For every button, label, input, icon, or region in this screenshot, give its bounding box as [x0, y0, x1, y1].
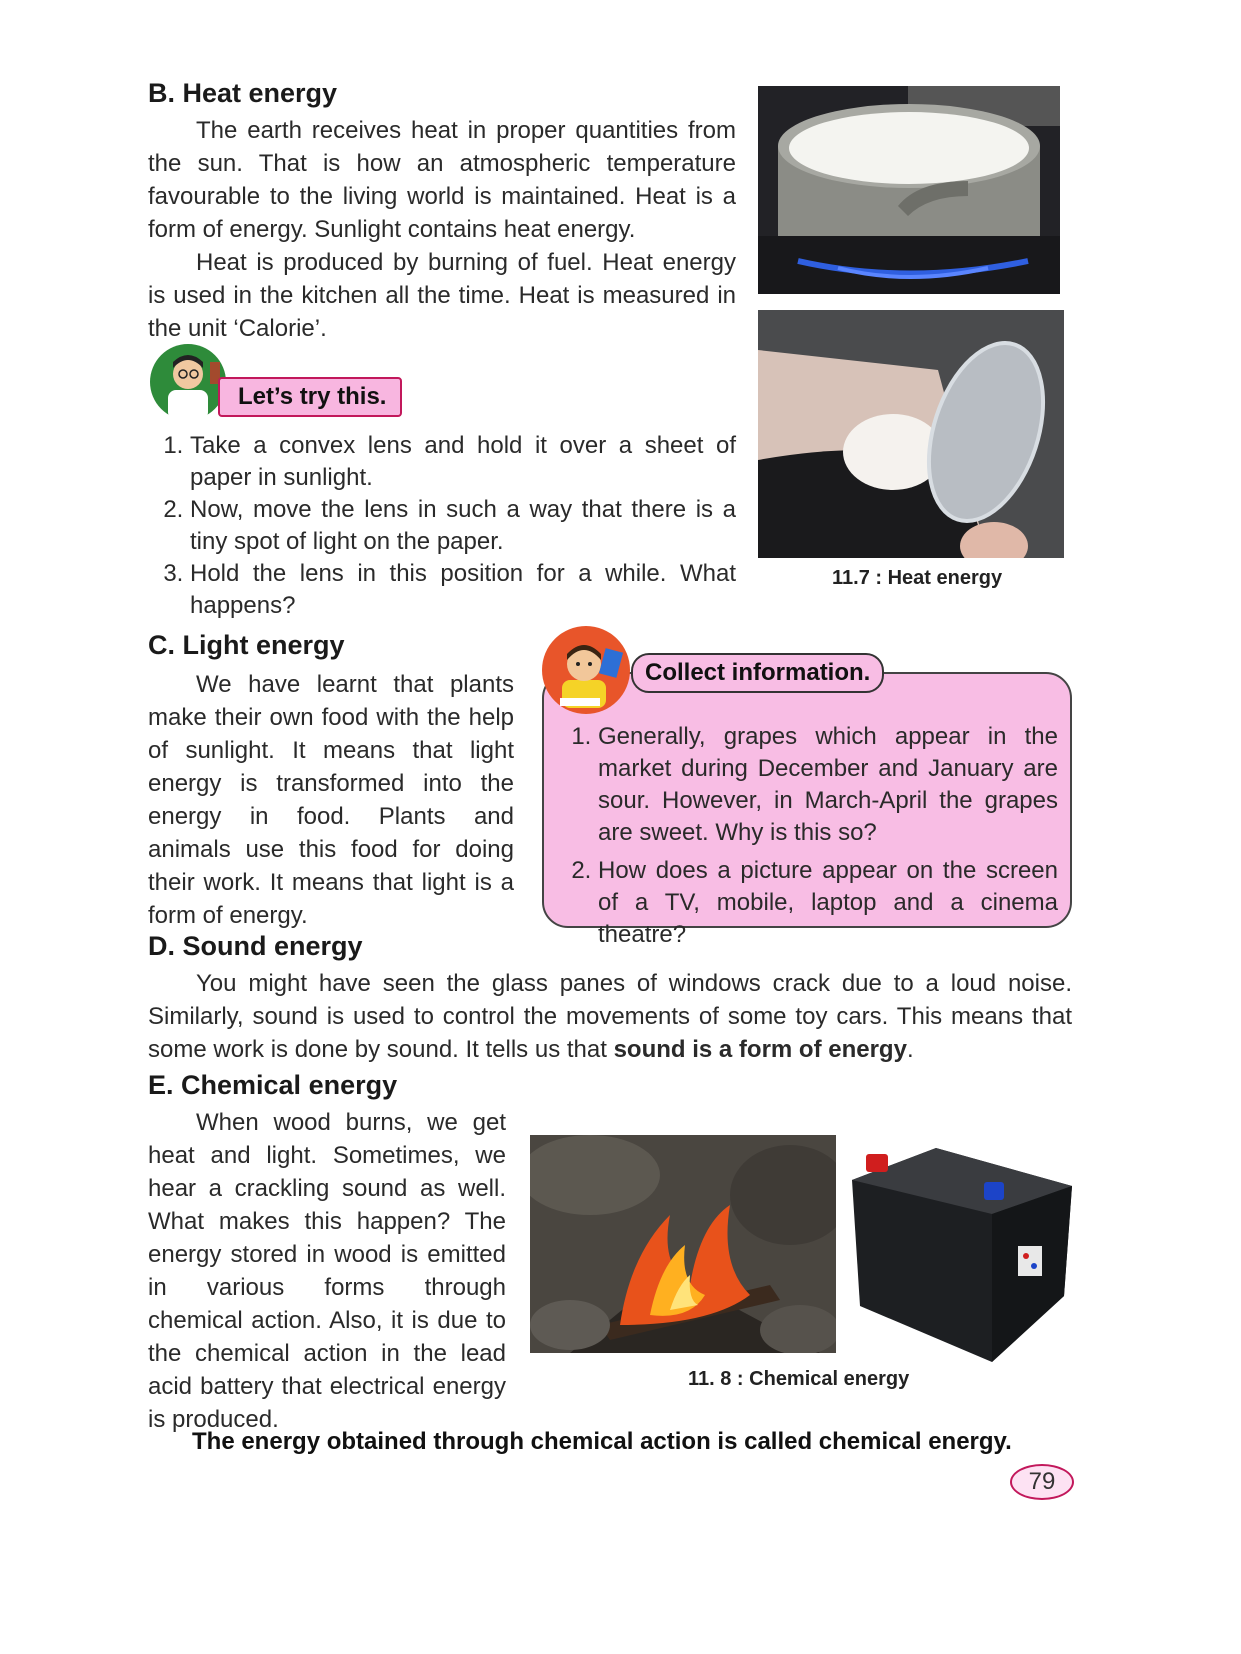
chemical-paragraph: When wood burns, we get heat and light. Sometimes, we hear a crackling sound as well. What makes this happen? The energy stored in wood is emitted in various forms through chemical action. Also, it is due to the chemical action in the lead acid battery that electrical energy is produced.: [148, 1109, 506, 1433]
lens-sunlight-image: [758, 310, 1064, 558]
try-this-steps: [148, 430, 736, 622]
battery-image: [846, 1136, 1076, 1364]
sound-emphasis: sound is a form of energy: [613, 1036, 907, 1063]
page-number: 79: [1010, 1464, 1074, 1500]
heat-text: [148, 114, 736, 345]
list-item: 1. Generally, grapes which appear in the market during December and January are sour. However, in March-April the grapes are sweet. Why is this so?: [598, 721, 1058, 849]
sound-heading: D. Sound energy: [148, 931, 363, 961]
light-paragraph: We have learnt that plants make their own food with the help of sunlight. It means that light energy is transformed into the energy in food. Plants and animals use this food for doing their work. It means that light is a form of energy.: [148, 671, 514, 929]
reading-boy-icon: [540, 624, 632, 716]
heat-heading: B. Heat energy: [148, 78, 338, 108]
collect-information-list: [556, 721, 1058, 951]
list-item: 1. Take a convex lens and hold it over a sheet of paper in sunlight.: [190, 430, 736, 494]
collect-information-label: Collect information.: [631, 653, 884, 693]
sound-paragraph: [148, 967, 1072, 1066]
sound-text: You might have seen the glass panes of windows crack due to a loud noise. Similarly, sound is used to control the movements of some toy cars. This means that some work is done by sound. It tells us that: [148, 970, 1072, 1063]
sound-text-end: .: [906, 1036, 914, 1063]
chemical-figure-caption: 11. 8 : Chemical energy: [688, 1368, 910, 1390]
list-item: 2. How does a picture appear on the screen of a TV, mobile, laptop and a cinema theatre?: [598, 855, 1058, 951]
heat-paragraph-2: Heat is produced by burning of fuel. Heat energy is used in the kitchen all the time. Heat is measured in the unit ‘Calorie’.: [148, 249, 736, 342]
list-item: 2. Now, move the lens in such a way that there is a tiny spot of light on the paper.: [190, 494, 736, 558]
lets-try-this-label: Let’s try this.: [218, 377, 402, 417]
light-heading: C. Light energy: [148, 630, 345, 660]
campfire-image: [530, 1135, 836, 1353]
heat-figure-caption: 11.7 : Heat energy: [832, 567, 1003, 589]
chemical-heading: E. Chemical energy: [148, 1070, 398, 1100]
list-item: 3. Hold the lens in this position for a while. What happens?: [190, 558, 736, 622]
heat-paragraph-1: The earth receives heat in proper quantities from the sun. That is how an atmospheric temperature favourable to the living world is maintained. Heat is a form of energy. Sunlight contains heat energy.: [148, 117, 736, 243]
chemical-energy-definition: The energy obtained through chemical action is called chemical energy.: [192, 1428, 1012, 1455]
pot-on-stove-image: [758, 86, 1060, 294]
